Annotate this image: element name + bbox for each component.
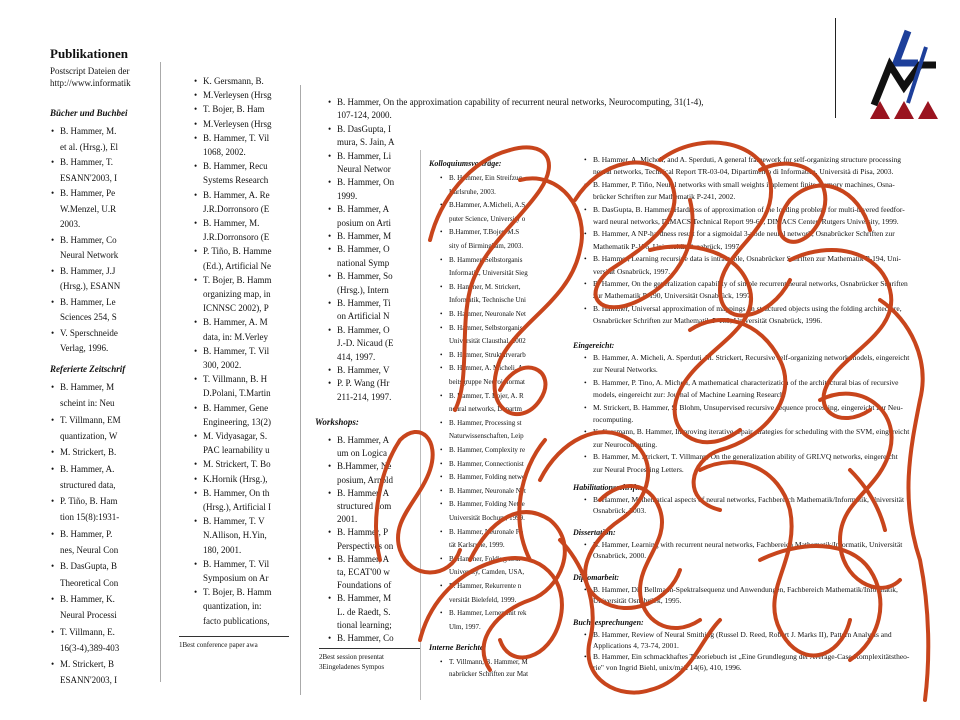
publication-line: Universität Osnabrück, 1995.	[593, 596, 682, 605]
publication-line: puter Science, University o	[449, 214, 526, 223]
publication-line: • B. Hammer, T. Bojer, A. R	[449, 392, 524, 401]
publication-line: sity of Birmingham, 2003.	[449, 242, 524, 250]
publication-line: quantization, W	[60, 430, 118, 441]
publication-line: Osnabrück, 2003.	[593, 506, 647, 515]
publication-line: • B. Hammer, M	[60, 382, 114, 393]
publication-line: structured data,	[60, 479, 116, 490]
page-4	[420, 150, 546, 700]
publication-line: • B. Hammer, Le	[60, 297, 116, 308]
publication-line: • B. Hammer, O	[337, 244, 390, 255]
publication-line: Systems Research	[203, 175, 269, 186]
publication-line: Neural Processi	[60, 610, 117, 621]
publication-line: J.-D. Nicaud (E	[337, 338, 394, 349]
publication-line: Symposium on Ar	[203, 573, 269, 583]
publication-line: • B. DasGupta, B. Hammer, Hardness of approximation of the loading problem for multi-layered feedfor-	[593, 205, 905, 215]
publication-line: • B. Hammer, T. Vil	[203, 133, 269, 144]
publication-line: • B. Hammer, Complexity re	[449, 446, 525, 455]
publication-line: • T. Villmann, B. H	[203, 374, 267, 385]
publication-line: • B. Hammer, Recu	[203, 161, 268, 172]
publication-line: Osnabrücker Schriften zur Mathematik P-183, Universität Osnabrück, 1996.	[593, 316, 823, 326]
publication-line: Informatik, Technische Uni	[449, 296, 526, 305]
publication-line: • B. Hammer, Gene	[203, 403, 268, 414]
publication-line: on Artificial N	[337, 311, 390, 322]
publication-line: • M.Verleysen (Hrsg	[203, 90, 271, 101]
publication-line: tion 15(8):1931-	[60, 512, 120, 523]
publication-line: versität Bielefeld, 1999.	[449, 595, 517, 604]
publication-line: • B. Hammer, Folding Netze	[449, 500, 525, 509]
publication-line: Perspectives on	[337, 540, 394, 551]
publication-line: • T. Villmann, EM	[60, 415, 121, 426]
publication-line: posium, Arnold	[337, 474, 394, 485]
publication-line: zur Neurocomputing.	[593, 439, 658, 449]
publication-line: • B. Hammer, T.	[60, 157, 113, 168]
publication-line: University, Camden, USA,	[449, 568, 525, 577]
publication-line: • B. Hammer, A	[337, 488, 389, 499]
publication-line: rie" von Ingrid Biehl, unix/mail 14(6), 410, 1996.	[593, 663, 742, 672]
publication-line: Universität Clausthal, 2002	[449, 337, 526, 346]
footnote-2: 3Eingeladenes Sympos	[319, 663, 385, 671]
footnote-1: 2Best session presentat	[319, 653, 384, 661]
publication-line: (Hrsg.), ESANN	[60, 281, 121, 291]
publication-line: • B.Hammer, A.Micheli, A.S	[449, 201, 525, 210]
publication-line: Osnabrück, 2000.	[593, 551, 647, 560]
section-heading-dissertation: Dissertation:	[573, 528, 616, 537]
publication-line: • B. Hammer, Lernen mit rek	[449, 609, 526, 618]
publication-line: • B. Hammer, T. Vil	[203, 559, 269, 570]
publication-line: • B. Hammer, Selbstorganisa	[449, 324, 526, 333]
intro-url: http://www.informatik	[50, 78, 131, 88]
publication-line: beitsgruppe Neuroinformat	[449, 378, 526, 386]
publication-line: • B. Hammer, On the approximation capability of recurrent neural networks, Neurocomputing, 31(1-4),	[337, 97, 704, 108]
publication-line: ward neural networks, DIMACS Technical Report 99-60, DIMACS Center, Rutgers University, 1999.	[593, 217, 899, 226]
publication-line: • B. Hammer, On	[337, 177, 394, 188]
publication-line: 16(3-4),389-403	[60, 642, 120, 653]
publication-line: neural networks, Departm	[449, 405, 522, 414]
publication-line: • B. Hammer, M	[337, 593, 391, 604]
publication-line: • B. Hammer, O	[337, 325, 390, 336]
page-1	[0, 0, 140, 720]
publication-line: • B. Hammer, M. Strickert,	[449, 283, 520, 292]
publication-line: • T. Villmann, B. Hammer, M	[449, 658, 528, 667]
publication-line: • M. Strickert, B	[60, 659, 114, 670]
publication-line: • K. Gersmann, B.	[203, 76, 264, 87]
publication-line: • B. Hammer, Die Bellmann-Spektralsequenz und Anwendungen, Fachbereich Mathematik/Informatik,	[593, 585, 898, 595]
publication-line: • M. Strickert, T. Bo	[203, 459, 271, 470]
publication-line: • P. P. Wang (Hr	[337, 378, 389, 389]
institute-logo	[860, 25, 940, 120]
publication-line: • B. Hammer, Strukturverarb	[449, 351, 526, 360]
publication-line: • B. Hammer, A. Re	[203, 190, 270, 201]
publication-line: ESANN'2003, I	[60, 675, 118, 686]
publication-line: posium on Arti	[337, 217, 392, 228]
publication-line: • B. Hammer, A	[337, 204, 389, 215]
publication-line: Karlsruhe, 2003.	[449, 187, 496, 196]
publication-line: (Hrsg.), Artificial I	[203, 502, 271, 512]
publication-line: • B. DasGupta, B	[60, 561, 117, 572]
page-2	[160, 62, 291, 682]
publication-line: • B. Hammer, T. Vil	[203, 346, 269, 357]
publication-line: • B. Hammer, Ein Streifzug	[449, 174, 522, 183]
publication-line: • M.Verleysen (Hrsg	[203, 119, 271, 130]
footnote-rule	[319, 648, 429, 649]
header-divider	[835, 18, 836, 118]
publication-line: D.Polani, T.Martin	[203, 388, 271, 399]
publication-line: • B. Hammer, A. Micheli, and A. Sperduti, A general framework for self-organizing structure processing	[593, 155, 901, 165]
publication-line: • B. Hammer, Neuronale Net	[449, 487, 526, 496]
publication-line: • B. Hammer, A	[337, 554, 389, 565]
publication-line: W.Menzel, U.R	[60, 203, 117, 214]
publication-line: ICNNSC 2002), P	[203, 303, 269, 314]
publication-line: Mathematik P-196, Universität Osnabrück, 1997.	[593, 241, 742, 251]
publication-line: 300, 2002.	[203, 360, 242, 370]
publication-line: • B. Hammer, Learning recursive data is intractable, Osnabrücker Schriften zur Mathematik P-194, Uni-	[593, 254, 901, 264]
footnote: 1Best conference paper awa	[179, 641, 258, 649]
publication-line: • B. Hammer, Universal approximation of mappings on structured objects using the folding architecture,	[593, 304, 902, 314]
publication-line: • B. Hammer, Ein schmackhaftes Theoriebuch ist „Eine Grundlegung der Average-Case Komplexitätstheo-	[593, 652, 909, 662]
intro-line: Postscript Dateien der	[50, 66, 130, 76]
publication-line: zur Neural Processing Letters.	[593, 464, 684, 474]
publication-line: brücker Schriften zur Mathematik P-241, 2002.	[593, 192, 736, 202]
publication-line: versität Osnabrück, 1997.	[593, 266, 671, 276]
publication-line: • B. Hammer, Connectionist	[449, 460, 524, 469]
publication-line: 2001.	[337, 514, 358, 525]
publication-line: rocomputing.	[593, 415, 634, 424]
publication-line: 180, 2001.	[203, 544, 242, 555]
publication-line: • B. Hammer, M. Strickert, T. Villmann, On the generalization ability of GRLVQ networks, eingereicht	[593, 452, 898, 462]
publication-line: facto publications,	[203, 615, 270, 626]
publication-line: • B. Hammer, Mathematical aspects of neural networks, Fachbereich Mathematik/Informatik, Universität	[593, 495, 904, 505]
publication-line: • B. Hammer, Processing st	[449, 419, 522, 428]
publication-line: • B. Hammer, A. Micheli, A	[449, 364, 523, 373]
page-5	[565, 155, 960, 700]
publication-line: tional learning;	[337, 619, 392, 630]
publication-line: J.R.Dorronsoro (E	[203, 232, 270, 243]
section-heading-diploma: Diplomarbeit:	[573, 573, 620, 582]
publication-line: • M. Vidyasagar, S.	[203, 431, 267, 442]
publication-line: quantization, in:	[203, 601, 262, 612]
publication-line: • B. Hammer, A. Micheli, A. Sperduti, M. Strickert, Recursive self-organizing network models, eingereicht	[593, 353, 909, 363]
publication-line: • T. Bojer, B. Hamm	[203, 587, 271, 598]
publication-line: • B. Hammer, K.	[60, 594, 115, 605]
section-heading-journals: Referierte Zeitschrif	[50, 364, 126, 374]
publication-line: scheint in: Neu	[60, 398, 115, 409]
publication-line: • B. Hammer, M.	[203, 218, 259, 229]
publication-line: ESANN'2003, I	[60, 172, 118, 183]
publication-line: • P. Tiño, B. Ham	[60, 496, 118, 507]
publication-line: • B. Hammer, Neuronale Net	[449, 310, 526, 319]
publication-line: • B. Hammer, M.	[60, 126, 116, 137]
publication-line: • B. DasGupta, I	[337, 124, 391, 135]
publication-line: • B. Hammer, Learning with recurrent neural networks, Fachbereich Mathematik/Informatik, Universität	[593, 540, 902, 550]
publication-line: • B. Hammer, So	[337, 271, 393, 282]
publication-line: • T. Villmann, E.	[60, 627, 115, 638]
publication-line: mura, S. Jain, A	[337, 137, 395, 148]
publication-line: data, in: M.Verley	[203, 331, 268, 342]
publication-line: • B. Hammer, A. M	[203, 317, 268, 328]
publication-line: • T. Bojer, B. Hamm	[203, 275, 271, 286]
publication-line: zur Mathematik P-190, Universität Osnabrück, 1997.	[593, 291, 753, 301]
publication-line: • B.Hammer, Ne	[337, 461, 391, 472]
publication-line: • B. Hammer, On the generalization capability of simple recurrent neural networks, Osnabrücker Schriften	[593, 279, 908, 289]
publication-line: • V. Sperschneide	[60, 328, 118, 339]
publication-line: • B. Hammer, A.	[60, 464, 114, 475]
footnote-rule	[179, 636, 289, 637]
publication-line: nes, Neural Con	[60, 545, 119, 555]
publication-line: • B. Hammer, P. Tino, A. Micheli, A mathematical characterization of the architectural bias of recursive	[593, 378, 898, 388]
publication-line: • B. Hammer, P	[337, 527, 388, 538]
publication-line: 1068, 2002.	[203, 147, 246, 157]
publication-line: • B. Hammer, A	[337, 435, 389, 446]
publication-line: Foundations of	[337, 580, 392, 591]
section-heading-workshops: Workshops:	[315, 417, 359, 427]
publication-line: • P. Tiño, B. Hamme	[203, 246, 272, 257]
publication-line: 2003.	[60, 219, 81, 229]
publication-line: • T. Bojer, B. Ham	[203, 104, 264, 115]
publication-line: national Symp	[337, 257, 390, 268]
publication-line: Engineering, 13(2)	[203, 416, 271, 427]
publication-line: • B. Hammer, J.J	[60, 266, 115, 277]
publication-line: tät Karlsruhe, 1999.	[449, 541, 505, 550]
publication-line: • B. Hammer, Li	[337, 151, 391, 162]
publication-line: • M. Strickert, B.	[60, 447, 116, 458]
publication-line: N.Allison, H.Yin,	[203, 530, 267, 541]
publication-line: Universität Bochum, 1999.	[449, 514, 525, 522]
publication-line: • B. Hammer, M	[337, 231, 391, 242]
publication-line: nabrücker Schriften zur Mat	[449, 670, 529, 678]
publication-line: • B. Hammer, Ti	[337, 298, 391, 309]
publication-line: 1999.	[337, 190, 358, 201]
publication-line: J.R.Dorronsoro (E	[203, 203, 270, 214]
publication-line: • B. Hammer, A NP-hardness result for a sigmoidal 3-node neural network, Osnabrücker Schriften zur	[593, 229, 895, 239]
publication-line: Neural Networ	[337, 164, 391, 174]
publication-line: Theoretical Con	[60, 577, 119, 588]
publication-line: Informatik, Universität Sieg	[449, 269, 528, 278]
publication-line: Ulm, 1997.	[449, 622, 481, 631]
publication-line: • B. Hammer, Review of Neural Smithing (Russel D. Reed, Robert J. Marks II), Pattern Analysis and	[593, 630, 892, 640]
publication-line: structured dom	[337, 501, 392, 511]
section-heading-colloquia: Kolloquiumsvorträge:	[429, 159, 502, 168]
publication-line: Naturwissenschaften, Leip	[449, 432, 524, 441]
publication-line: (Hrsg.), Intern	[337, 284, 389, 295]
publication-line: • B. Hammer, Folding neur	[449, 555, 521, 564]
publication-line: neural networks, Technical Report TR-03-04, Dipartimento di Informatica, Università di Pisa, 2003.	[593, 167, 894, 177]
publication-line: um on Logica	[337, 448, 387, 459]
publication-line: 211-214, 1997.	[337, 391, 392, 402]
publication-line: • B. Hammer, P. Tiño, Neural networks with small weights implement finite memory machines, Osna-	[593, 180, 895, 190]
publication-line: • K. Gersmann, B. Hammer, Improving iterative repair strategies for scheduling with the SVM, eingereicht	[593, 427, 909, 437]
publication-line: • B. Hammer, P.	[60, 529, 112, 540]
publication-line: • B. Hammer, Co	[60, 235, 117, 246]
publication-line: • B. Hammer, T. V	[203, 516, 265, 527]
publication-line: • M. Strickert, B. Hammer, S. Blohm, Unsupervised recursive sequence processing, eingereicht zur Neu-	[593, 403, 903, 413]
publication-line: • K.Hornik (Hrsg.),	[203, 474, 268, 485]
publication-line: zur Neural Networks.	[593, 365, 658, 375]
publication-line: • B. Hammer, Folding netwo	[449, 473, 526, 482]
publication-line: Applications 4, 73-74, 2001.	[593, 641, 679, 650]
publication-line: • B. Hammer, V	[337, 365, 389, 376]
section-heading-internal-reports: Interne Berichte:	[429, 643, 487, 652]
publication-line: • B. Hammer, Neuronale Fo	[449, 528, 523, 537]
publication-line: Verlag, 1996.	[60, 343, 109, 353]
publication-line: L. de Raedt, S.	[337, 606, 391, 617]
publication-line: 414, 1997.	[337, 351, 376, 362]
publication-line: (Ed.), Artificial Ne	[203, 260, 271, 271]
publication-line: Neural Network	[60, 250, 119, 260]
publication-line: Sciences 254, S	[60, 312, 117, 322]
publication-line: • B. Hammer, Selbstorganis	[449, 256, 522, 265]
section-heading-submitted: Eingereicht:	[573, 341, 615, 350]
section-heading-habilitation: Habilitationsschrift:	[573, 483, 641, 492]
publication-line: • B.Hammer, T.Bojer, M.S	[449, 228, 519, 237]
publication-line: • B. Hammer, Pe	[60, 188, 115, 199]
publication-line: • B. Hammer, Co	[337, 633, 394, 644]
publication-line: • B. Hammer, On th	[203, 488, 269, 499]
publication-line: 107-124, 2000.	[337, 110, 392, 121]
publication-line: et al. (Hrsg.), El	[60, 141, 118, 152]
publication-line: organizing map, in	[203, 289, 271, 299]
section-heading-books: Bücher und Buchbei	[50, 108, 128, 118]
publication-line: ta, ECAT'00 w	[337, 567, 390, 577]
section-heading-reviews: Buchbesprechungen:	[573, 618, 644, 627]
publication-line: PAC learnability u	[203, 445, 270, 456]
publication-line: models, eingereicht zur: Journal of Machine Learning Research.	[593, 390, 786, 400]
page-title: Publikationen	[50, 46, 129, 61]
publication-line: • B. Hammer, Rekurrente n	[449, 582, 521, 591]
